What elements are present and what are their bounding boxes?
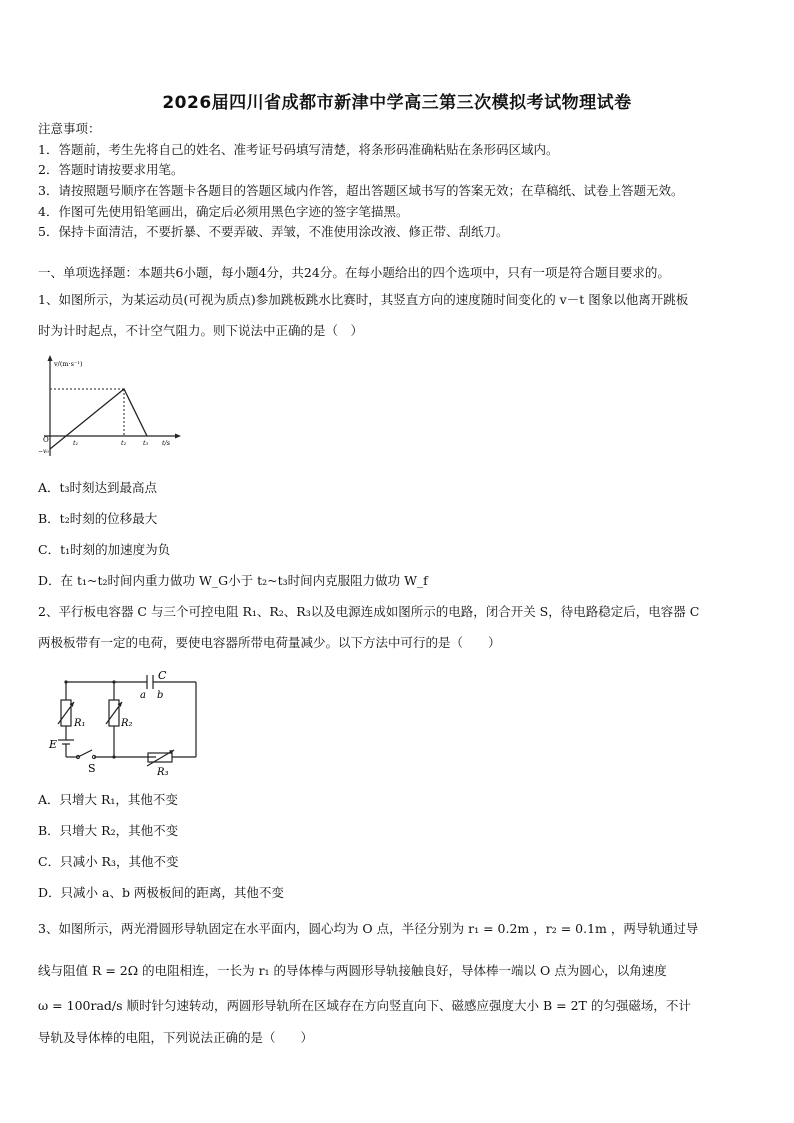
label-E: E	[49, 738, 58, 751]
q2-option-d: D．只减小 a、b 两极板间的距离，其他不变	[38, 885, 284, 900]
q3-line3: ω = 100rad/s 顺时针匀速转动，两圆形导轨所在区域存在方向竖直向下、磁感应强度大小 B = 2T 的匀强磁场，不计	[38, 998, 691, 1013]
label-R3: R₃	[157, 767, 169, 778]
q3-line1: 3、如图所示，两光滑圆形导轨固定在水平面内，圆心均为 O 点，半径分别为 r₁ = 0.2m ，r₂ = 0.1m ，两导轨通过导	[38, 921, 699, 936]
graph-xlabel: t/s	[162, 439, 171, 447]
label-R2: R₂	[121, 718, 133, 729]
q1-option-c: C．t₁时刻的加速度为负	[38, 542, 171, 557]
graph-t1: t₁	[73, 439, 79, 447]
graph-ylabel: v/(m·s⁻¹)	[54, 360, 83, 368]
graph-origin: O	[43, 436, 49, 444]
notice-item-4: 4．作图可先使用铅笔画出，确定后必须用黑色字迹的签字笔描黑。	[38, 204, 409, 219]
notice-item-5: 5．保持卡面清洁，不要折暴、不要弄破、弄皱，不准使用涂改液、修正带、刮纸刀。	[38, 224, 509, 239]
q1-option-a: A．t₃时刻达到最高点	[38, 480, 158, 495]
velocity-line	[50, 389, 147, 449]
q2-circuit-diagram	[44, 664, 208, 780]
q1-vt-graph	[36, 352, 186, 464]
q1-stem-line1: 1、如图所示，为某运动员(可视为质点)参加跳板跳水比赛时，其竖直方向的速度随时间变化的 v－t 图象以他离开跳板	[38, 292, 689, 307]
x-axis-arrow	[175, 434, 181, 439]
graph-neg-v0: −v₀	[38, 448, 49, 455]
q1-option-d: D．在 t₁~t₂时间内重力做功 W_G小于 t₂~t₃时间内克服阻力做功 W_f	[38, 573, 428, 588]
q3-line2: 线与阻值 R = 2Ω 的电阻相连，一长为 r₁ 的导体棒与两圆形导轨接触良好，导体棒一端以 O 点为圆心，以角速度	[38, 963, 667, 978]
notice-heading: 注意事项：	[38, 121, 101, 136]
label-a: a	[140, 690, 146, 701]
q3-line4: 导轨及导体棒的电阻，下列说法正确的是（ ）	[38, 1030, 314, 1045]
q1-stem-line2: 时为计时起点，不计空气阻力。则下说法中正确的是（ ）	[38, 323, 364, 338]
q1-option-b: B．t₂时刻的位移最大	[38, 511, 158, 526]
y-axis-arrow	[48, 355, 53, 361]
label-b: b	[157, 690, 164, 701]
q2-stem-line1: 2、平行板电容器 C 与三个可控电阻 R₁、R₂、R₃以及电源连成如图所示的电路，闭合开关 S，待电路稳定后，电容器 C	[38, 604, 700, 619]
page-title: 2026届四川省成都市新津中学高三第三次模拟考试物理试卷	[162, 93, 632, 113]
graph-t3: t₃	[143, 439, 149, 447]
q2-stem-line2: 两极板带有一定的电荷，要使电容器所带电荷量减少。以下方法中可行的是（ ）	[38, 635, 501, 650]
notice-item-1: 1．答题前，考生先将自己的姓名、准考证号码填写清楚，将条形码准确粘贴在条形码区域内。	[38, 142, 559, 157]
q2-option-c: C．只减小 R₃，其他不变	[38, 854, 179, 869]
graph-t2: t₂	[121, 439, 127, 447]
notice-item-2: 2．答题时请按要求用笔。	[38, 162, 184, 177]
q2-option-b: B．只增大 R₂，其他不变	[38, 823, 179, 838]
section-heading: 一、单项选择题：本题共6小题，每小题4分，共24分。在每小题给出的四个选项中，只有一项是符合题目要求的。	[38, 265, 670, 280]
label-S: S	[88, 762, 96, 775]
notice-item-3: 3．请按照题号顺序在答题卡各题目的答题区域内作答，超出答题区域书写的答案无效；在草稿纸、试卷上答题无效。	[38, 183, 684, 198]
label-R1: R₁	[74, 718, 86, 729]
label-C: C	[158, 669, 167, 682]
q2-option-a: A．只增大 R₁，其他不变	[38, 792, 178, 807]
